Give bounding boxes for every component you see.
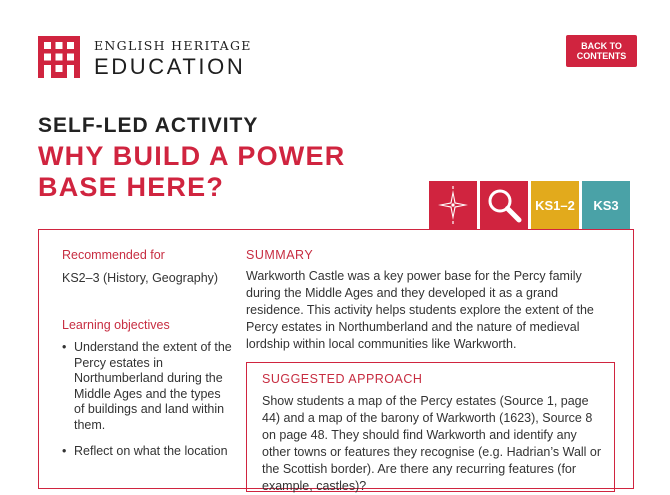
summary-text: Warkworth Castle was a key power base for the Percy family during the Middle Ages and they developed it as a grand residence. This activity helps students explore the extent of the Percy estates in Northumberland and the nature of medieval lordship within local communities like Warkworth. bbox=[246, 269, 594, 351]
compass-icon bbox=[436, 186, 470, 224]
suggested-approach-heading: SUGGESTED APPROACH bbox=[262, 372, 423, 386]
tile-magnifier bbox=[480, 181, 528, 229]
category-tiles bbox=[429, 181, 630, 229]
list-item: • Reflect on what the location bbox=[62, 444, 232, 460]
magnifying-glass-icon bbox=[485, 186, 523, 224]
activity-type-heading: SELF-LED ACTIVITY bbox=[38, 114, 259, 137]
brand-name: ENGLISH HERITAGE bbox=[94, 38, 252, 53]
english-heritage-logo bbox=[38, 36, 80, 78]
learning-objectives-label: Learning objectives bbox=[62, 318, 170, 332]
suggested-approach-text: Show students a map of the Percy estates (Source 1, page 44) and a map of the barony of Warkworth (1623), Source 8 on page 48. They should find Warkworth and identify any other towns or features they recognise (e.g. Hadrian’s Wall or the Scottish border). Are there any recurring features (for example, castles)? bbox=[262, 394, 602, 493]
back-button-line2: CONTENTS bbox=[576, 51, 627, 61]
page-title: WHY BUILD A POWER BASE HERE? bbox=[38, 141, 346, 202]
recommended-value: KS2–3 (History, Geography) bbox=[62, 271, 219, 285]
summary-heading: SUMMARY bbox=[246, 248, 314, 262]
back-button-line1: BACK TO bbox=[581, 40, 622, 51]
brand-subtitle: EDUCATION bbox=[94, 54, 246, 79]
learning-objectives-list bbox=[62, 340, 232, 469]
list-item: • Understand the extent of the Percy estates in Northumberland during the Middle Ages and the types of buildings and land within them. bbox=[62, 340, 232, 434]
back-to-contents-button[interactable] bbox=[566, 35, 637, 67]
recommended-label: Recommended for bbox=[62, 248, 165, 262]
tile-ks1-2: KS1–2 bbox=[531, 181, 579, 229]
tile-compass bbox=[429, 181, 477, 229]
tile-ks3: KS3 bbox=[582, 181, 630, 229]
